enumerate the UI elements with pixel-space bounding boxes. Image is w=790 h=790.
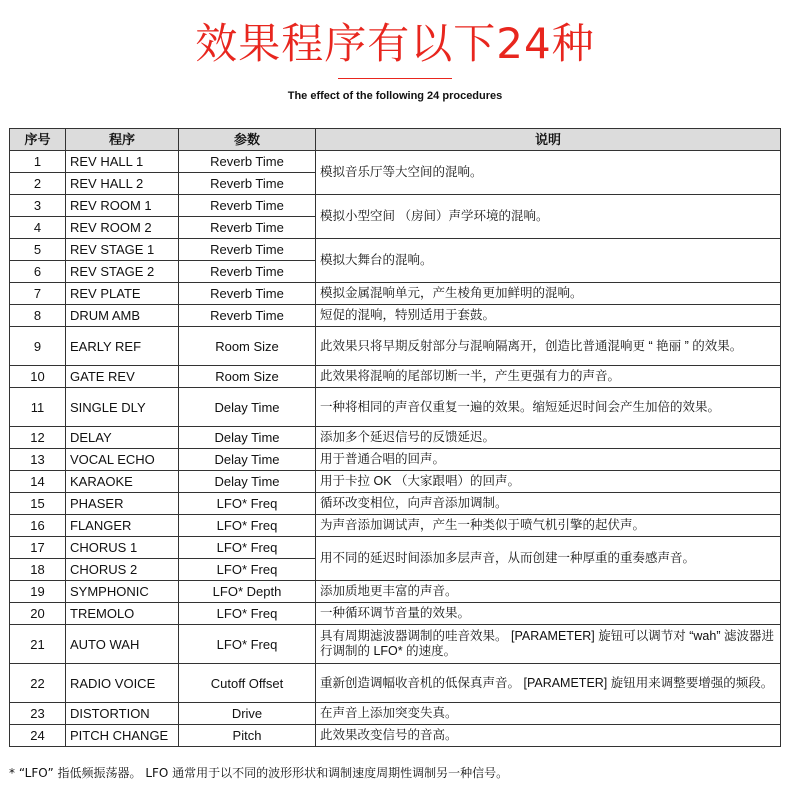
row-desc: 一种将相同的声音仅重复一遍的效果。缩短延迟时间会产生加倍的效果。 [316, 388, 781, 427]
row-program: TREMOLO [66, 603, 179, 625]
row-num: 13 [10, 449, 66, 471]
row-param: LFO* Freq [179, 537, 316, 559]
title-underline [338, 78, 452, 79]
row-param: Delay Time [179, 471, 316, 493]
table-row [10, 195, 781, 217]
row-desc: 此效果将混响的尾部切断一半，产生更强有力的声音。 [316, 366, 781, 388]
table-row [10, 703, 781, 725]
row-num: 8 [10, 305, 66, 327]
row-num: 11 [10, 388, 66, 427]
row-program: CHORUS 2 [66, 559, 179, 581]
row-num: 15 [10, 493, 66, 515]
table-row [10, 151, 781, 173]
table-row [10, 366, 781, 388]
row-num: 20 [10, 603, 66, 625]
row-param: Reverb Time [179, 173, 316, 195]
row-num: 16 [10, 515, 66, 537]
row-desc: 用于卡拉 OK （大家跟唱）的回声。 [316, 471, 781, 493]
page-title: 效果程序有以下24种 [195, 19, 595, 68]
table-row [10, 625, 781, 664]
row-desc: 循环改变相位，向声音添加调制。 [316, 493, 781, 515]
table-row [10, 283, 781, 305]
row-program: REV STAGE 2 [66, 261, 179, 283]
row-num: 12 [10, 427, 66, 449]
row-program: DELAY [66, 427, 179, 449]
row-param: Room Size [179, 327, 316, 366]
table-row [10, 388, 781, 427]
row-program: REV ROOM 2 [66, 217, 179, 239]
row-num: 3 [10, 195, 66, 217]
row-param: LFO* Freq [179, 603, 316, 625]
row-param: Delay Time [179, 427, 316, 449]
row-program: SINGLE DLY [66, 388, 179, 427]
table-row [10, 239, 781, 261]
row-program: GATE REV [66, 366, 179, 388]
row-desc: 短促的混响，特别适用于套鼓。 [316, 305, 781, 327]
row-num: 2 [10, 173, 66, 195]
row-program: EARLY REF [66, 327, 179, 366]
row-desc: 具有周期滤波器调制的哇音效果。 [PARAMETER] 旋钮可以调节对 “wah” 滤波器进行调制的 LFO* 的速度。 [316, 625, 781, 664]
table-row [10, 471, 781, 493]
row-param: Pitch [179, 725, 316, 747]
row-desc: 模拟小型空间 （房间）声学环境的混响。 [316, 195, 781, 239]
row-desc: 模拟音乐厅等大空间的混响。 [316, 151, 781, 195]
row-program: PITCH CHANGE [66, 725, 179, 747]
row-param: Cutoff Offset [179, 664, 316, 703]
row-num: 14 [10, 471, 66, 493]
row-param: Reverb Time [179, 239, 316, 261]
row-param: LFO* Depth [179, 581, 316, 603]
row-param: LFO* Freq [179, 493, 316, 515]
page-subtitle: The effect of the following 24 procedures [287, 90, 503, 102]
row-desc: 一种循环调节音量的效果。 [316, 603, 781, 625]
header-desc: 说明 [316, 129, 781, 151]
table-row [10, 493, 781, 515]
row-program: KARAOKE [66, 471, 179, 493]
row-program: DRUM AMB [66, 305, 179, 327]
row-num: 23 [10, 703, 66, 725]
row-param: Room Size [179, 366, 316, 388]
row-desc: 此效果只将早期反射部分与混响隔离开，创造比普通混响更 “ 艳丽 ” 的效果。 [316, 327, 781, 366]
table-row [10, 327, 781, 366]
row-program: DISTORTION [66, 703, 179, 725]
table-row [10, 664, 781, 703]
row-param: Reverb Time [179, 217, 316, 239]
table-row [10, 427, 781, 449]
row-param: Reverb Time [179, 151, 316, 173]
row-num: 6 [10, 261, 66, 283]
row-param: LFO* Freq [179, 559, 316, 581]
table-row [10, 725, 781, 747]
row-num: 4 [10, 217, 66, 239]
row-program: RADIO VOICE [66, 664, 179, 703]
row-program: SYMPHONIC [66, 581, 179, 603]
row-param: Reverb Time [179, 305, 316, 327]
row-param: Delay Time [179, 449, 316, 471]
row-num: 9 [10, 327, 66, 366]
header-num: 序号 [10, 129, 66, 151]
row-desc: 添加质地更丰富的声音。 [316, 581, 781, 603]
row-program: REV HALL 2 [66, 173, 179, 195]
row-num: 21 [10, 625, 66, 664]
table-row [10, 603, 781, 625]
row-desc: 添加多个延迟信号的反馈延迟。 [316, 427, 781, 449]
row-program: REV HALL 1 [66, 151, 179, 173]
table-header-row [10, 129, 781, 151]
table-row [10, 449, 781, 471]
row-param: Reverb Time [179, 283, 316, 305]
row-desc: 此效果改变信号的音高。 [316, 725, 781, 747]
row-program: CHORUS 1 [66, 537, 179, 559]
row-program: REV STAGE 1 [66, 239, 179, 261]
row-param: Reverb Time [179, 261, 316, 283]
row-program: REV PLATE [66, 283, 179, 305]
row-num: 7 [10, 283, 66, 305]
row-num: 22 [10, 664, 66, 703]
row-param: Delay Time [179, 388, 316, 427]
row-program: VOCAL ECHO [66, 449, 179, 471]
row-desc: 为声音添加调试声，产生一种类似于喷气机引擎的起伏声。 [316, 515, 781, 537]
footnote: * “LFO” 指低频振荡器。 LFO 通常用于以不同的波形形状和调制速度周期性调制另一种信号。 [9, 766, 509, 780]
row-param: LFO* Freq [179, 515, 316, 537]
header-param: 参数 [179, 129, 316, 151]
effects-table [9, 128, 781, 747]
row-desc: 模拟金属混响单元，产生棱角更加鲜明的混响。 [316, 283, 781, 305]
row-num: 1 [10, 151, 66, 173]
row-num: 24 [10, 725, 66, 747]
row-program: AUTO WAH [66, 625, 179, 664]
row-num: 17 [10, 537, 66, 559]
row-program: FLANGER [66, 515, 179, 537]
table-row [10, 305, 781, 327]
row-param: Drive [179, 703, 316, 725]
row-num: 19 [10, 581, 66, 603]
row-num: 10 [10, 366, 66, 388]
table-row [10, 581, 781, 603]
row-num: 18 [10, 559, 66, 581]
table-row [10, 515, 781, 537]
row-param: Reverb Time [179, 195, 316, 217]
row-desc: 在声音上添加突变失真。 [316, 703, 781, 725]
header-program: 程序 [66, 129, 179, 151]
row-program: REV ROOM 1 [66, 195, 179, 217]
table-row [10, 537, 781, 559]
row-param: LFO* Freq [179, 625, 316, 664]
row-desc: 用不同的延迟时间添加多层声音，从而创建一种厚重的重奏感声音。 [316, 537, 781, 581]
row-program: PHASER [66, 493, 179, 515]
row-num: 5 [10, 239, 66, 261]
row-desc: 用于普通合唱的回声。 [316, 449, 781, 471]
row-desc: 重新创造调幅收音机的低保真声音。 [PARAMETER] 旋钮用来调整要增强的频段。 [316, 664, 781, 703]
row-desc: 模拟大舞台的混响。 [316, 239, 781, 283]
